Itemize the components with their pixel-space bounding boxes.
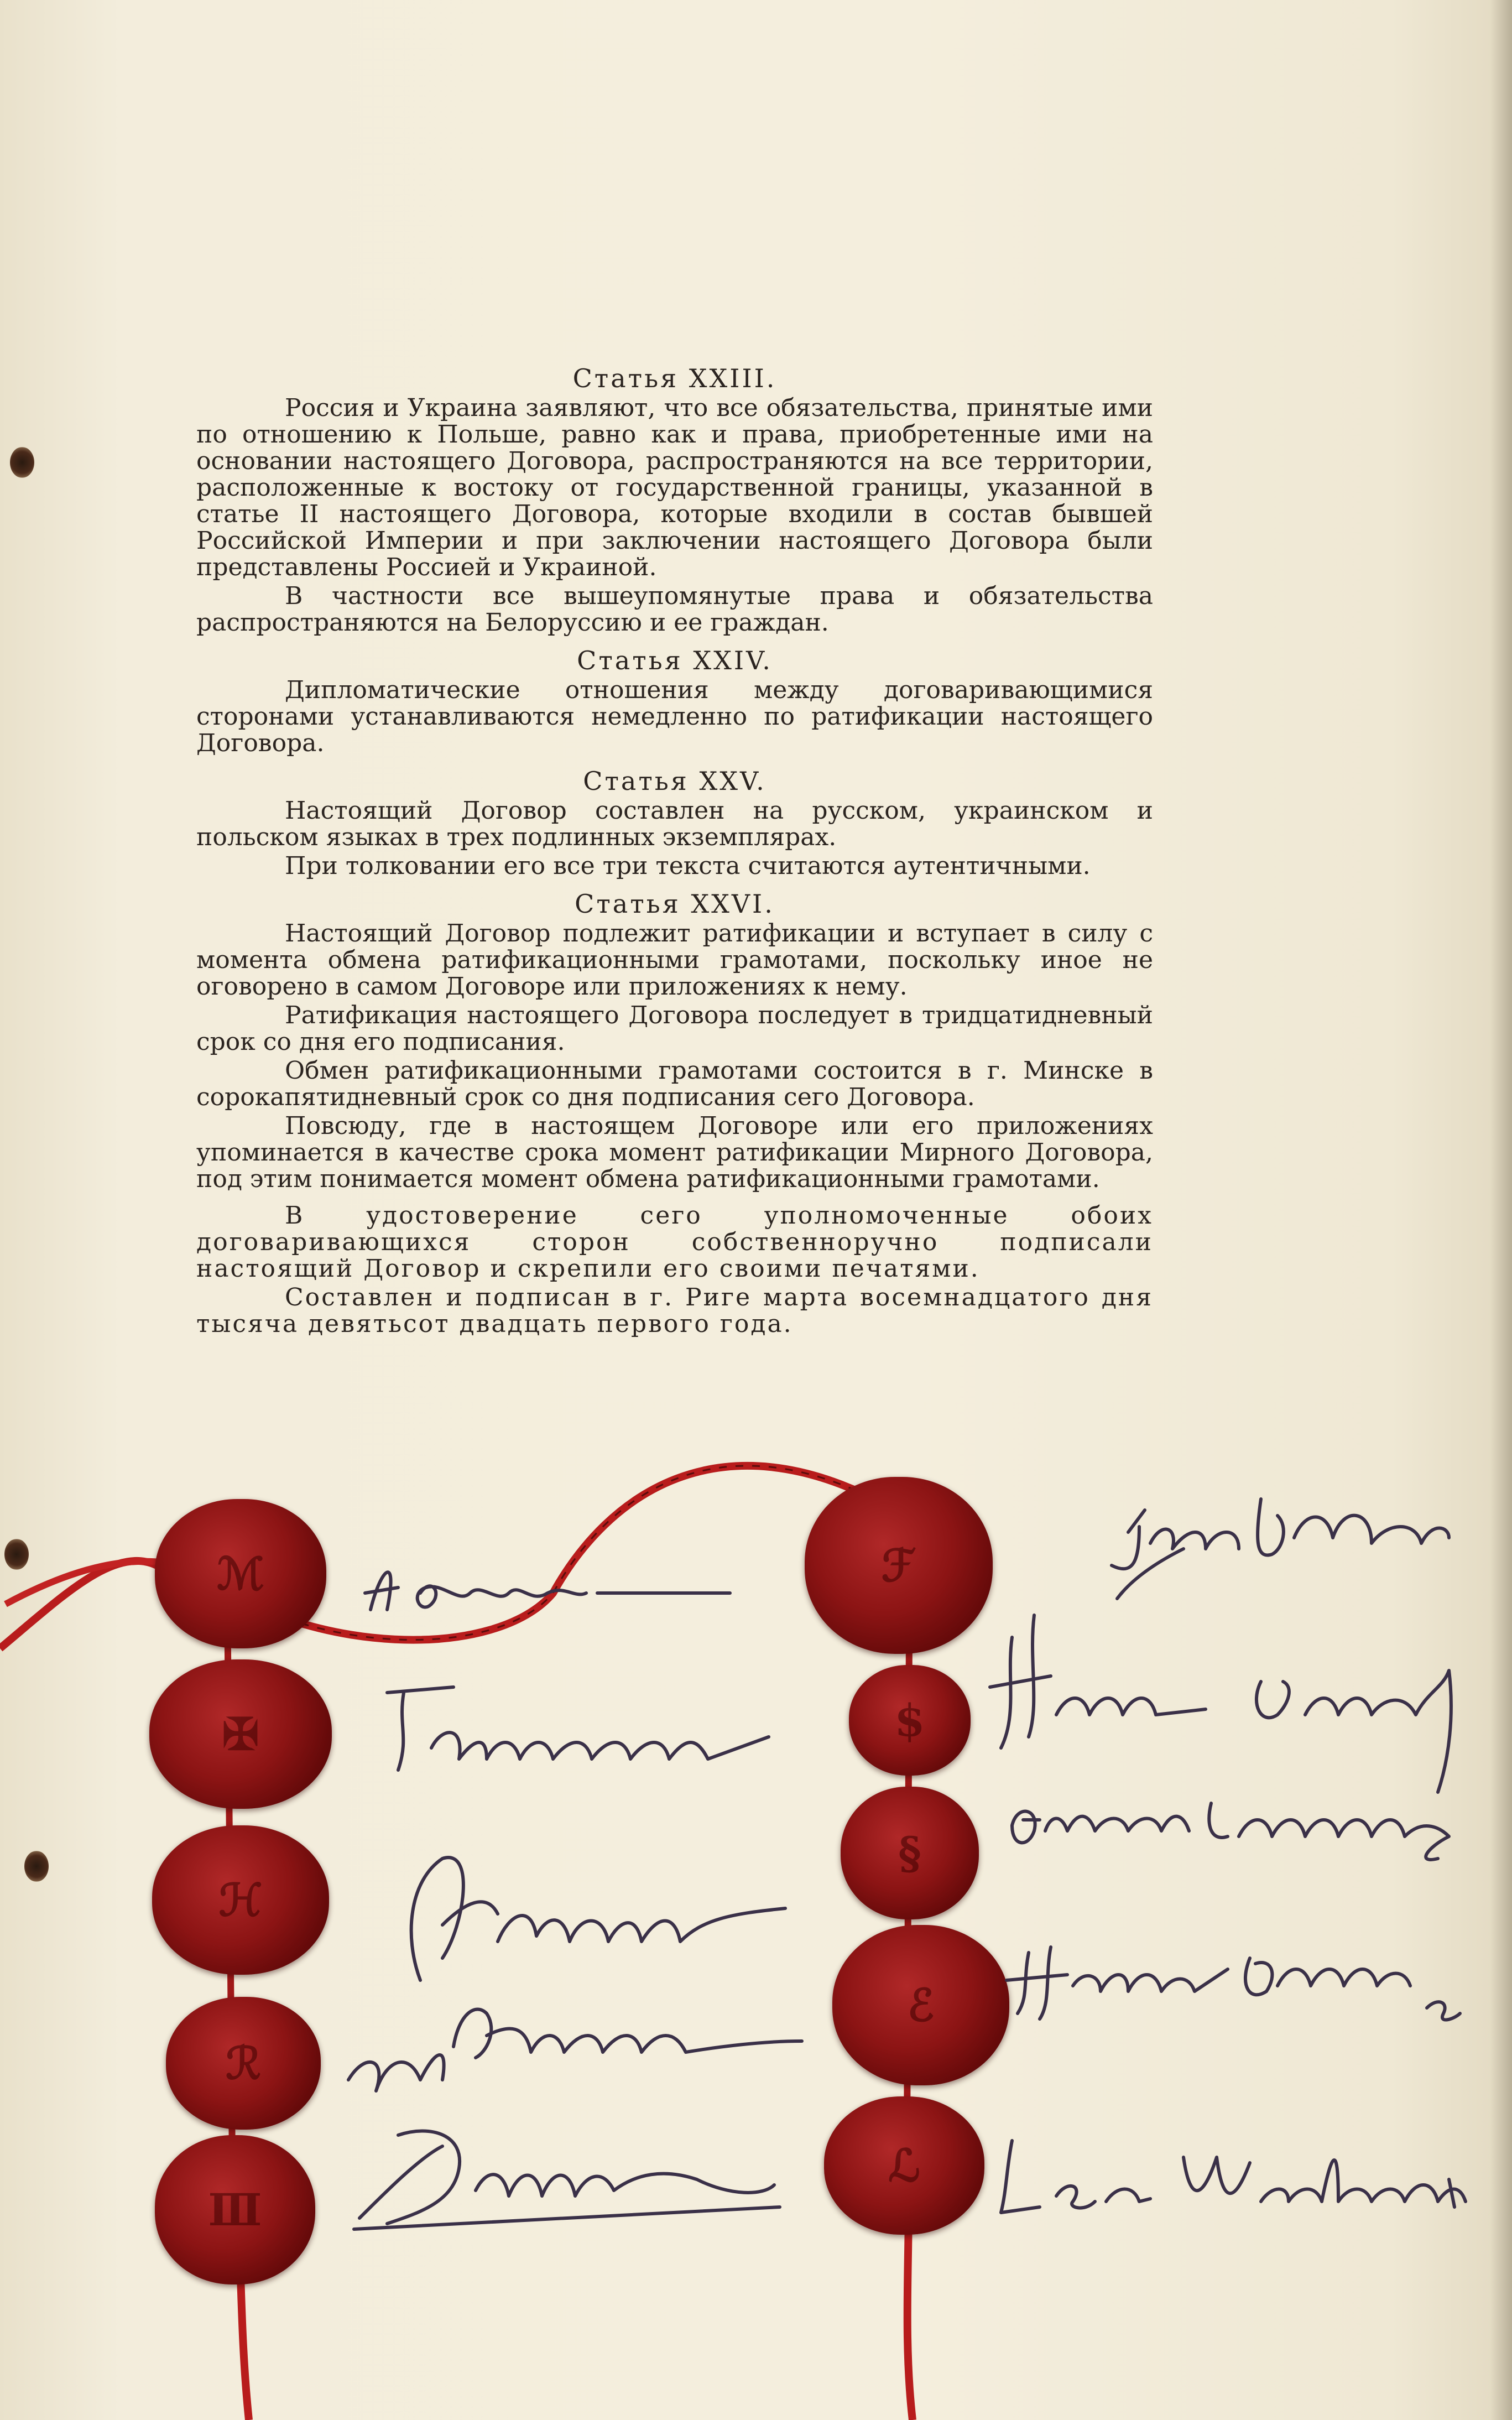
signature-kotsyubinsky — [348, 2010, 802, 2091]
article-25-paragraph-2: При толковании его все три текста считаются аутентичными. — [285, 852, 1091, 880]
attestation-clause: В удостоверение сего уполномоченные обоих договаривающихся сторон собственноручно подписали настоящий Договор и скрепили его своими печатями. — [196, 1201, 1153, 1283]
article-26-paragraph-4: Повсюду, где в настоящем Договоре или его приложениях упоминается в качестве срока момент ратификации Мирного Договора, под этим понимается момент обмена ратификационными грамотами. — [196, 1112, 1153, 1193]
wax-seal: $ — [849, 1665, 971, 1776]
signature-kauzik — [990, 1615, 1451, 1792]
wax-seal: ℰ — [832, 1925, 1009, 2085]
signature-strasburger — [1007, 1947, 1460, 2020]
article-23-paragraph-2: В частности все вышеупомянутые права и обязательства распространяются на Белоруссию и ее граждан. — [196, 582, 1153, 637]
article-26-paragraph-2: Ратификация настоящего Договора последует в тридцатидневный срок со дня его подписания. — [196, 1001, 1153, 1056]
wax-seal: ℒ — [824, 2096, 984, 2235]
signature-wasilewski — [1001, 2141, 1466, 2213]
wax-seal: ℳ — [155, 1499, 326, 1648]
article-25-paragraph-1: Настоящий Договор составлен на русском, украинском и польском языках в трех подлинных экземплярах. — [196, 797, 1153, 851]
signature-ioffe — [365, 1572, 730, 1610]
signature-dabski — [1112, 1499, 1449, 1599]
signatures-drawing — [0, 1427, 1512, 2420]
wax-seal: ✠ — [149, 1659, 332, 1809]
wax-seal: Ⅲ — [155, 2135, 315, 2284]
binding-hole-top — [10, 447, 34, 478]
wax-seal: ℛ — [166, 1997, 321, 2130]
article-23-heading: Статья XXIII. — [572, 363, 777, 393]
article-26-paragraph-3: Обмен ратификационными грамотами состоится в г. Минске в сорокапятидневный срок со дня подписания сего Договора. — [196, 1057, 1153, 1111]
signing-date-clause: Составлен и подписан в г. Риге марта восемнадцатого дня тысяча девятьсот двадцать первого года. — [196, 1283, 1153, 1338]
wax-seal: ℱ — [805, 1477, 993, 1654]
article-24-heading: Статья XXIV. — [577, 646, 773, 675]
wax-seal: ℋ — [152, 1825, 329, 1975]
signature-kviring — [411, 1857, 785, 1980]
treaty-text — [196, 354, 1153, 1340]
article-24-paragraph-1: Дипломатические отношения между договаривающимися сторонами устанавливаются немедленно по ратификации настоящего Договора. — [196, 676, 1153, 757]
article-26-paragraph-1: Настоящий Договор подлежит ратификации и вступает в силу с момента обмена ратификационными грамотами, поскольку иное не оговорено в самом Договоре или приложениях к нему. — [196, 919, 1153, 1001]
signature-ganetsky — [387, 1687, 769, 1770]
article-26-heading: Статья XXVI. — [575, 889, 775, 919]
signature-obolensky — [354, 2131, 780, 2230]
seals-and-signatures — [0, 1427, 1512, 2420]
article-23-paragraph-1: Россия и Украина заявляют, что все обязательства, принятые ими по отношению к Польше, равно как и права, приобретенные ими на основании настоящего Договора, распространяются на все территории, расположенные к востоку от государственной границы, указанной в статье II настоящего Договора, которые входили в состав бывшей Российской Империи и при заключении настоящего Договора были представлены Россией и Украиной. — [196, 394, 1153, 581]
wax-seal: § — [841, 1787, 979, 1919]
article-25-heading: Статья XXV. — [583, 766, 767, 796]
signature-lechowicz — [1012, 1803, 1449, 1860]
